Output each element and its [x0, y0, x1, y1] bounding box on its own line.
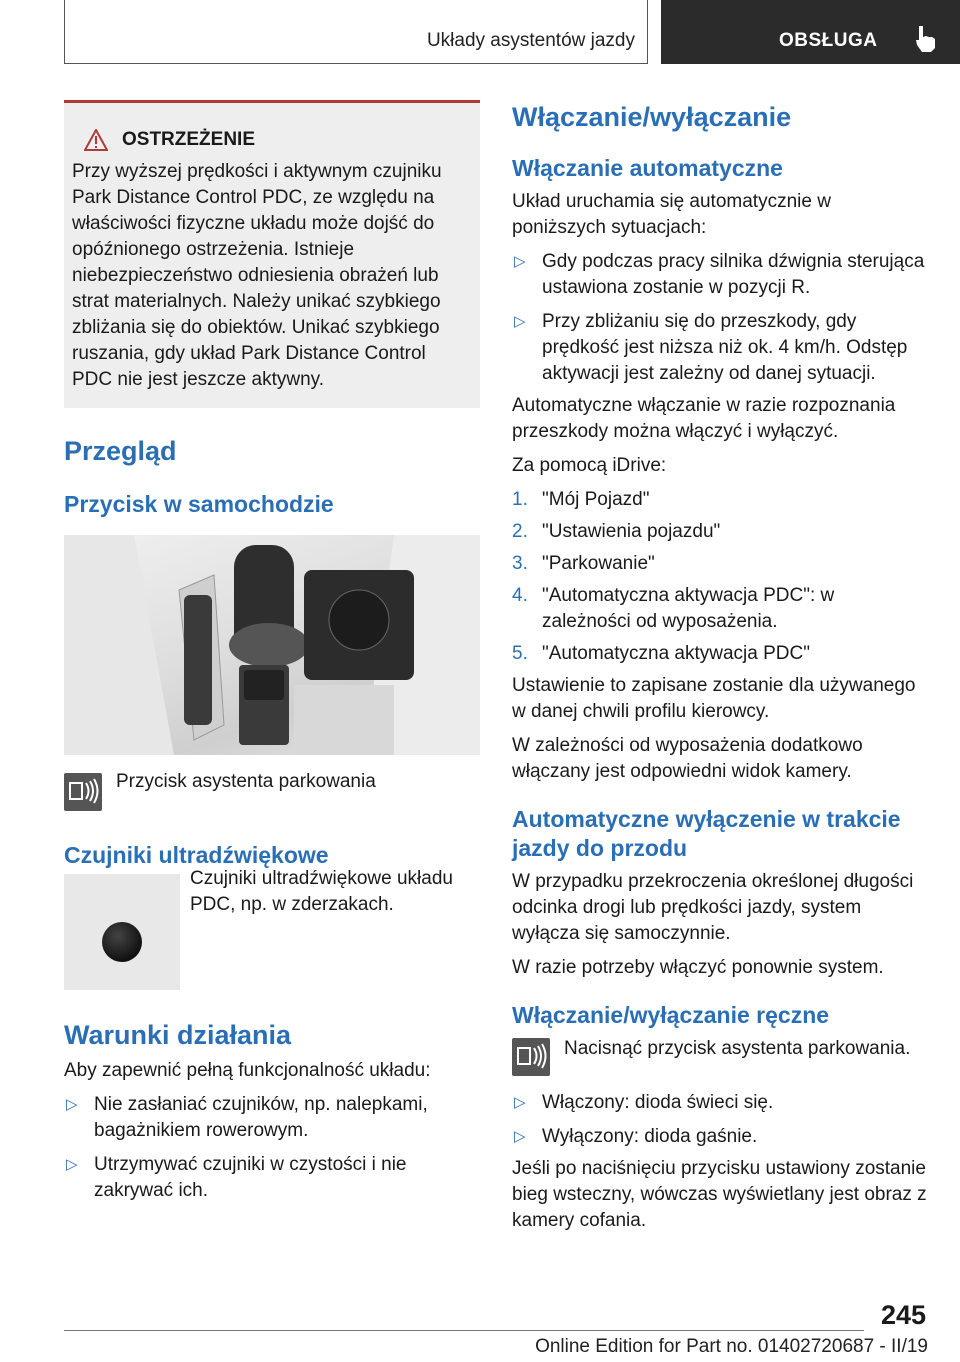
list-item: 3. "Parkowanie" — [512, 551, 928, 577]
park-assist-icon — [64, 773, 102, 811]
warning-text: Przy wyższej prędkości i aktywnym czujniku Park Distance Control PDC, ze względu na właściwości fizyczne układu może dojść do opóźnionego ostrzeżenia. Istnieje niebezpieczeństwo odniesienia obrażeń lub strat materialnych. Należy unikać szybkiego zbliżania się do obiektów. Unikać szybkiego ruszania, gdy układ Park Distance Control PDC nie jest jeszcze aktywny. — [72, 161, 442, 390]
auto-off-text: W przypadku przekroczenia określonej długości odcinka drogi lub prędkości jazdy, system wyłącza się samoczynnie. — [512, 871, 914, 944]
triangle-bullet-icon: ▷ — [66, 1156, 78, 1173]
overview-heading: Przegląd — [64, 436, 177, 466]
warning-box — [64, 100, 480, 408]
footer-divider — [64, 1330, 864, 1331]
conditions-list — [64, 1092, 480, 1204]
list-item: 5. "Automatyczna aktywacja PDC" — [512, 641, 928, 667]
sensors-heading: Czujniki ultradźwiękowe — [64, 842, 329, 868]
list-item: ▷ Nie zasłaniać czujników, np. nalepkami, bagażnikiem rowerowym. — [66, 1094, 428, 1141]
step-number: 4. — [512, 585, 528, 606]
sensor-image — [64, 874, 180, 990]
list-item: ▷ Utrzymywać czujniki w czystości i nie zakrywać ich. — [66, 1154, 407, 1201]
warning-header — [84, 129, 464, 151]
auto-on-heading: Włączanie automatyczne — [512, 155, 783, 181]
step-number: 5. — [512, 643, 528, 664]
triangle-bullet-icon: ▷ — [514, 1094, 526, 1111]
list-item: ▷ Wyłączony: dioda gaśnie. — [512, 1124, 928, 1150]
conditions-heading: Warunki działania — [64, 1020, 292, 1050]
sensors-row — [64, 868, 480, 990]
button-heading: Przycisk w samochodzie — [64, 491, 334, 517]
manual-list — [512, 1090, 928, 1150]
header-tab-label: OBSŁUGA — [779, 30, 878, 51]
center-console-illustration — [64, 535, 480, 755]
right-column — [512, 100, 928, 1234]
reverse-note: Jeśli po naciśnięciu przycisku ustawiony zostanie bieg wsteczny, wówczas wyświetlany jest obraz z kamery cofania. — [512, 1158, 927, 1231]
step-number: 3. — [512, 553, 528, 574]
list-item: ▷ Włączony: dioda świeci się. — [512, 1090, 928, 1116]
list-item: ▷ Gdy podczas pracy silnika dźwignia sterująca ustawiona zostanie w pozycji R. — [514, 251, 925, 298]
sensors-text: Czujniki ultradźwiękowe układu PDC, np. w zderzakach. — [190, 868, 453, 915]
center-console-photo — [64, 535, 480, 755]
pointing-hand-icon — [913, 24, 941, 54]
header-section-title: Układy asystentów jazdy — [426, 30, 635, 51]
manual-heading: Włączanie/wyłączanie ręczne — [512, 1002, 830, 1028]
manual-text: Nacisnąć przycisk asystenta parkowania. — [564, 1038, 911, 1059]
list-item: 1. "Mój Pojazd" — [512, 487, 928, 513]
header-tab — [661, 0, 960, 64]
auto-off-heading: Automatyczne wyłączenie w trakcie jazdy do przodu — [512, 806, 901, 861]
ultrasonic-sensor-icon — [102, 922, 142, 962]
park-assist-icon — [512, 1038, 550, 1076]
auto-on-list — [512, 249, 928, 387]
camera-note: W zależności od wyposażenia dodatkowo włączany jest odpowiedni widok kamery. — [512, 735, 863, 782]
step-number: 1. — [512, 489, 528, 510]
profile-note: Ustawienie to zapisane zostanie dla używanego w danej chwili profilu kierowcy. — [512, 675, 916, 722]
auto-on-note: Automatyczne włączanie w razie rozpoznania przeszkody można włączyć i wyłączyć. — [512, 395, 896, 442]
triangle-bullet-icon: ▷ — [514, 253, 526, 270]
list-item: 4. "Automatyczna aktywacja PDC": w zależności od wyposażenia. — [512, 585, 835, 632]
main-heading: Włączanie/wyłączanie — [512, 102, 792, 132]
idrive-intro: Za pomocą iDrive: — [512, 455, 667, 476]
triangle-bullet-icon: ▷ — [514, 1128, 526, 1145]
step-number: 2. — [512, 521, 528, 542]
photo-caption: Przycisk asystenta parkowania — [116, 771, 376, 792]
manual-row — [512, 1038, 928, 1076]
triangle-bullet-icon: ▷ — [514, 313, 526, 330]
warning-title: OSTRZEŻENIE — [122, 129, 256, 150]
footer-edition: Online Edition for Part no. 01402720687 - II/19 — [535, 1336, 928, 1357]
warning-triangle-icon — [84, 129, 108, 151]
list-item: 2. "Ustawienia pojazdu" — [512, 519, 928, 545]
auto-on-intro: Układ uruchamia się automatycznie w poniższych sytuacjach: — [512, 191, 831, 238]
left-column — [64, 100, 480, 1204]
page-number: 245 — [880, 1300, 926, 1330]
header-section-box — [64, 0, 648, 64]
conditions-intro: Aby zapewnić pełną funkcjonalność układu: — [64, 1060, 431, 1081]
auto-off-note: W razie potrzeby włączyć ponownie system. — [512, 957, 884, 978]
list-item: ▷ Przy zbliżaniu się do przeszkody, gdy prędkość jest niższa niż ok. 4 km/h. Odstęp aktywacji jest zależny od danej sytuacji. — [514, 311, 908, 384]
idrive-steps — [512, 487, 928, 667]
triangle-bullet-icon: ▷ — [66, 1096, 78, 1113]
photo-caption-row — [64, 773, 480, 811]
